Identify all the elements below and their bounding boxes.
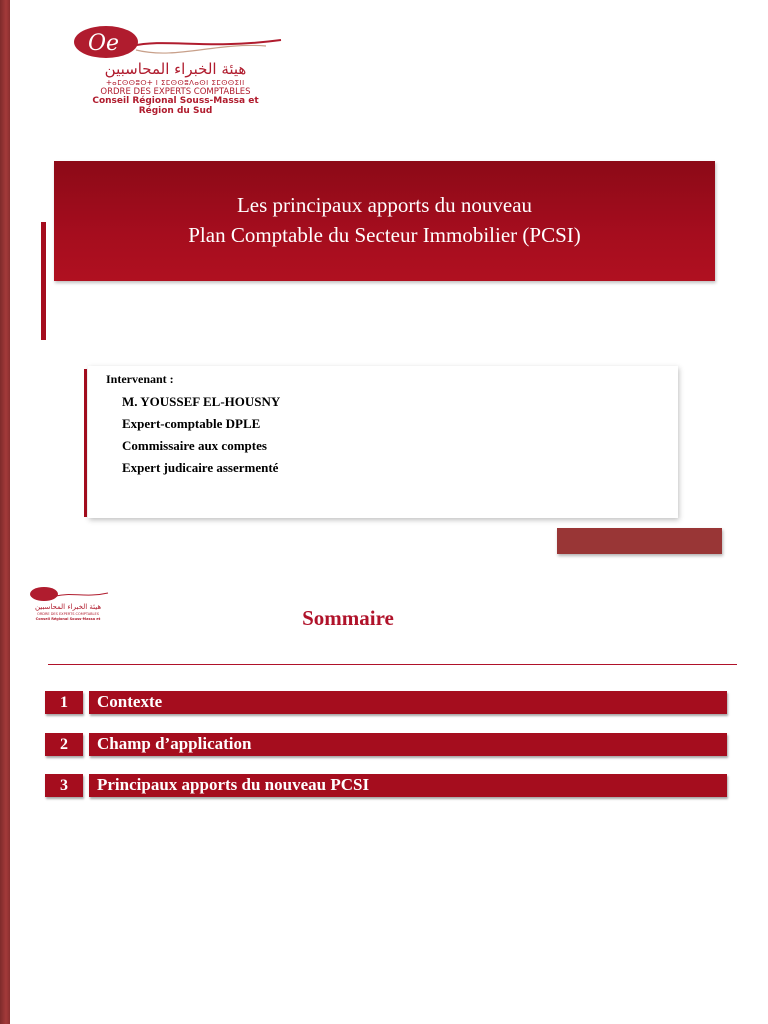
decorative-banner bbox=[557, 528, 722, 554]
logo-small-region: Conseil Régional Souss-Massa et bbox=[35, 617, 101, 621]
toc-item-label: Principaux apports du nouveau PCSI bbox=[89, 774, 727, 797]
toc-item-contexte bbox=[45, 691, 727, 714]
logo-small-arabic: هيئة الخبراء المحاسبين bbox=[34, 603, 102, 611]
toc-item-label: Champ d’application bbox=[89, 733, 727, 756]
speaker-title-3: Expert judicaire assermenté bbox=[122, 460, 279, 475]
sommaire-divider bbox=[48, 664, 737, 665]
title-line-2: Plan Comptable du Secteur Immobilier (PCSI) bbox=[188, 223, 581, 247]
speaker-title-1: Expert-comptable DPLE bbox=[122, 416, 261, 431]
speaker-label: Intervenant : bbox=[106, 372, 174, 386]
left-decorative-bar bbox=[0, 0, 10, 1024]
speaker-box bbox=[88, 366, 678, 518]
logo-small-order: ORDRE DES EXPERTS COMPTABLES bbox=[37, 612, 99, 616]
logo-region-line2: Région du Sud bbox=[138, 106, 213, 116]
logo-region-text bbox=[68, 96, 283, 116]
logo-order-text: ORDRE DES EXPERTS COMPTABLES bbox=[100, 87, 251, 97]
vertical-accent-line bbox=[41, 222, 46, 340]
toc-item-champ bbox=[45, 733, 727, 756]
toc-item-number: 2 bbox=[45, 733, 83, 756]
title-line-1: Les principaux apports du nouveau bbox=[236, 193, 533, 217]
logo-arabic-text: هيئة الخبراء المحاسبين bbox=[104, 60, 247, 78]
speaker-accent-bar bbox=[84, 369, 87, 517]
oec-logo bbox=[60, 18, 290, 118]
toc-item-apports bbox=[45, 774, 727, 797]
sommaire-title: Sommaire bbox=[302, 606, 394, 630]
speaker-title-2: Commissaire aux comptes bbox=[122, 438, 267, 453]
logo-region-line1: Conseil Régional Souss-Massa et bbox=[92, 96, 259, 106]
svg-text:Oe: Oe bbox=[88, 31, 120, 56]
speaker-name: M. YOUSSEF EL-HOUSNY bbox=[122, 394, 281, 409]
toc-item-number: 3 bbox=[45, 774, 83, 797]
title-banner bbox=[54, 161, 715, 281]
oec-logo-mark-icon bbox=[66, 20, 286, 64]
logo-tifinagh-text: ⵜⴰⵎⵙⵙⵓⵔⵜ ⵏ ⵉⵎⵙⵙⵓⴷⴰⵙⵏ ⵉⵎⵙⵙⵉⵏⵏ bbox=[106, 79, 245, 87]
toc-item-number: 1 bbox=[45, 691, 83, 714]
oec-logo-small-mark-icon bbox=[26, 584, 110, 604]
toc-item-label: Contexte bbox=[89, 691, 727, 714]
